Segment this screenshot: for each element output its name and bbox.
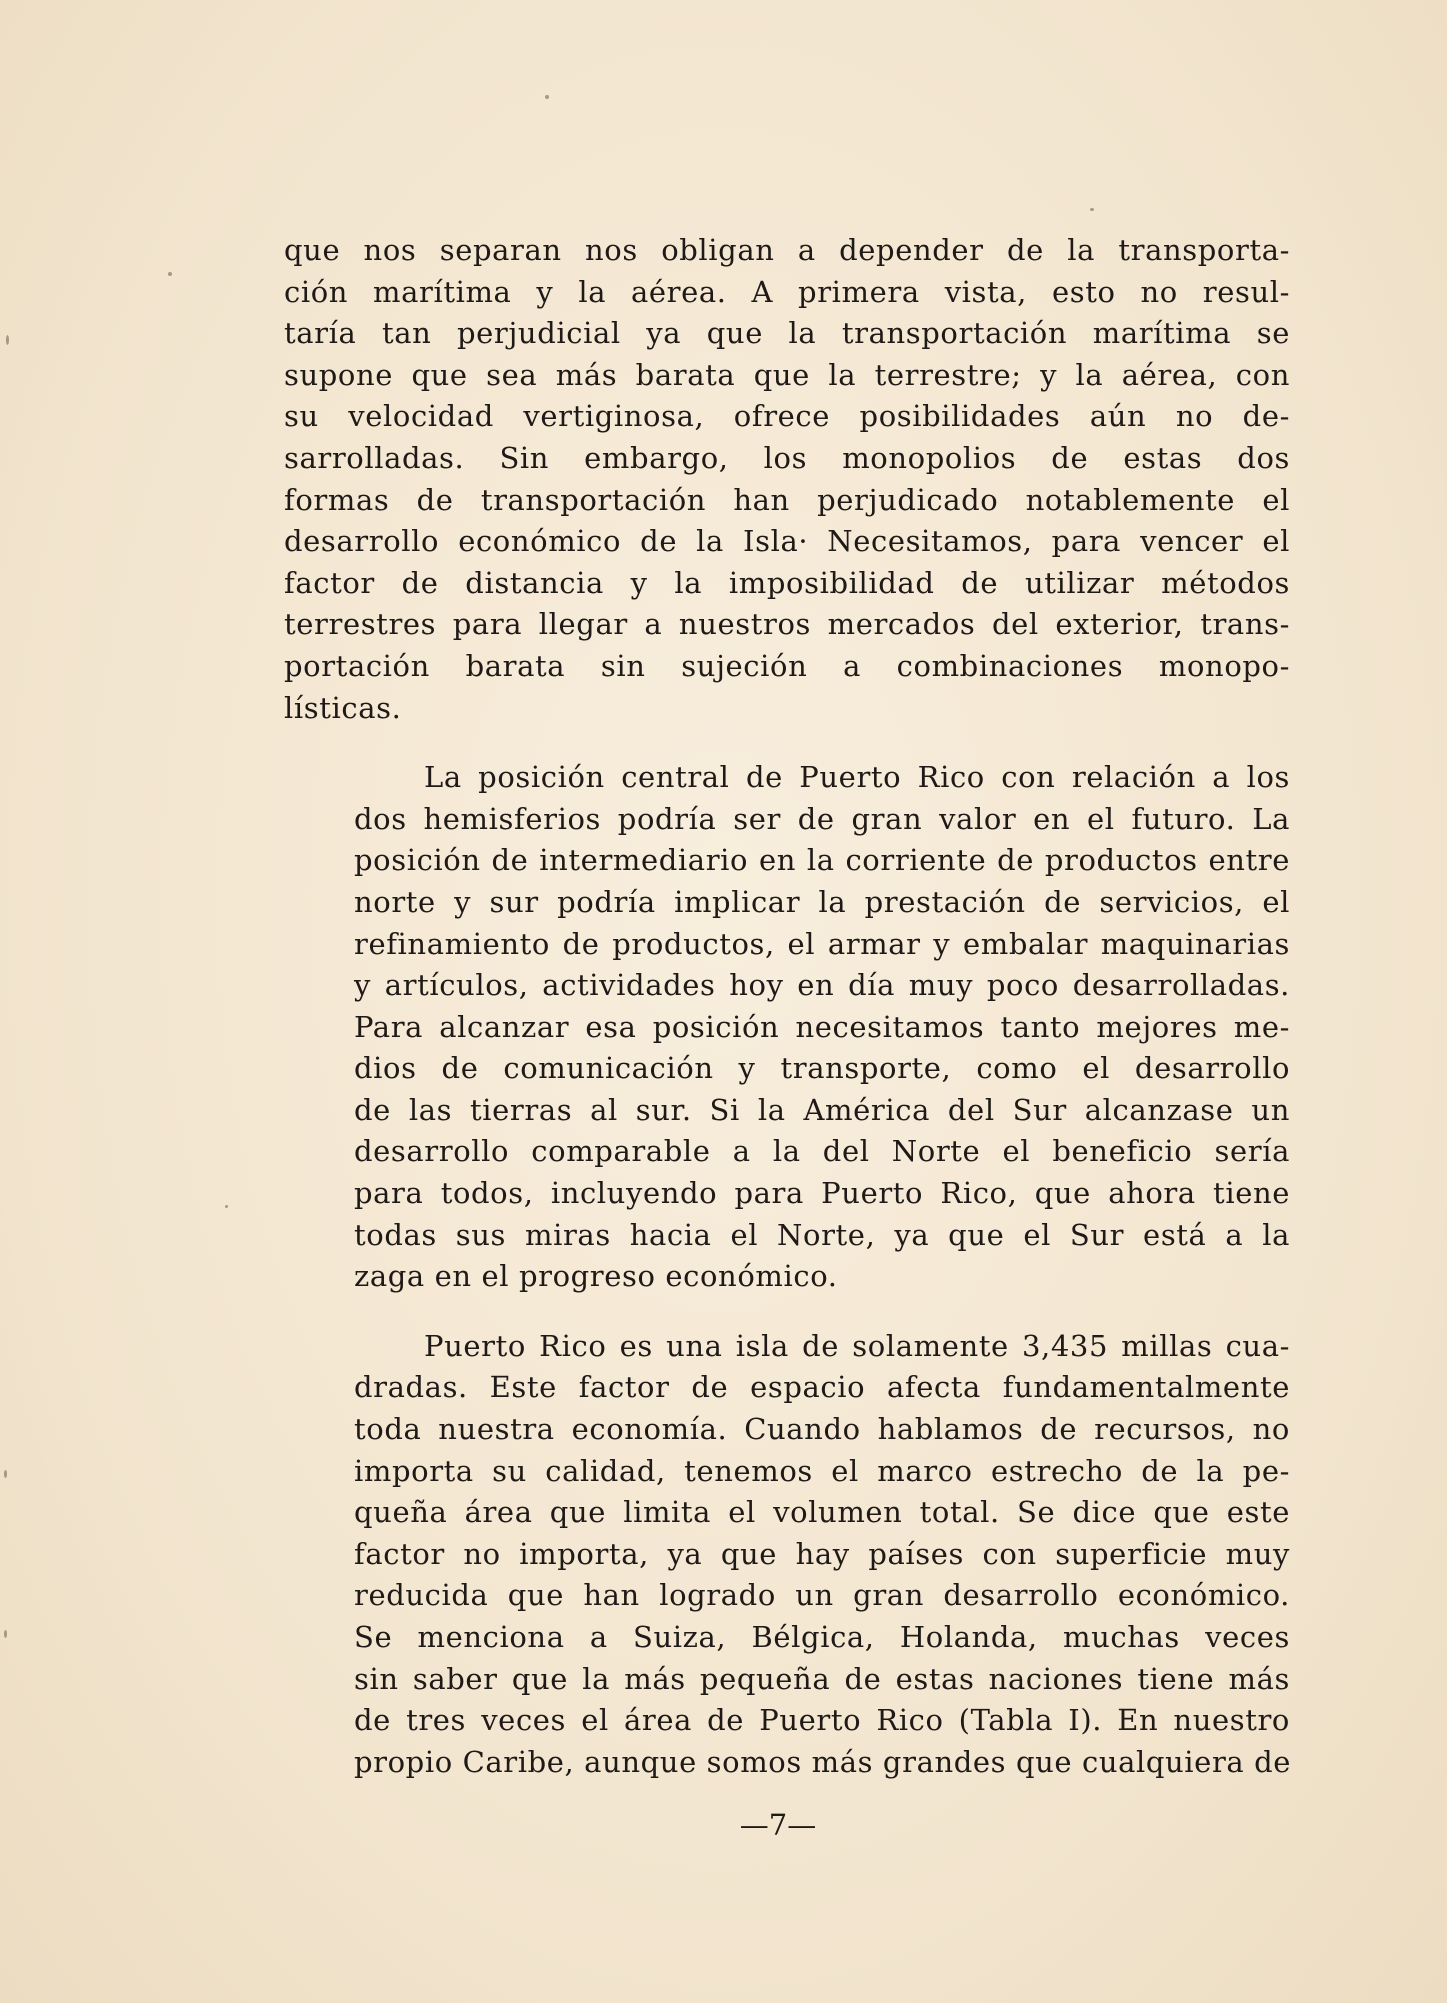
text-line: formas de transportación han perjudicado notablemente el	[284, 482, 1290, 517]
text-line: y artículos, actividades hoy en día muy poco desarrolladas.	[354, 968, 1290, 1003]
text-line: Se menciona a Suiza, Bélgica, Holanda, muchas veces	[354, 1620, 1290, 1654]
text-line: propio Caribe, aunque somos más grandes que cualquiera de	[354, 1744, 1292, 1779]
text-line: Puerto Rico es una isla de solamente 3,435 millas cua-	[424, 1328, 1290, 1363]
text-line: importa su calidad, tenemos el marco estrecho de la pe-	[354, 1453, 1290, 1488]
text-line: zaga en el progreso económico.	[354, 1259, 838, 1294]
paper-speck	[545, 95, 549, 99]
text-line: refinamiento de productos, el armar y embalar maquinarias	[354, 926, 1290, 961]
text-line: taría tan perjudicial ya que la transportación marítima se	[284, 316, 1290, 351]
text-line: portación barata sin sujeción a combinaciones monopo-	[284, 648, 1290, 683]
text-line: factor de distancia y la imposibilidad de utilizar métodos	[284, 565, 1290, 600]
text-line: queña área que limita el volumen total. Se dice que este	[354, 1495, 1290, 1530]
paper-speck	[4, 1630, 7, 1638]
page-number: —7—	[739, 1808, 817, 1842]
text-line: para todos, incluyendo para Puerto Rico, que ahora tiene	[354, 1176, 1290, 1211]
body-text	[284, 230, 1290, 1783]
text-line: de las tierras al sur. Si la América del Sur alcanzase un	[354, 1092, 1290, 1127]
text-line: todas sus miras hacia el Norte, ya que el Sur está a la	[354, 1217, 1290, 1252]
paper-speck	[4, 1470, 7, 1478]
text-line: su velocidad vertiginosa, ofrece posibilidades aún no de-	[284, 399, 1290, 434]
paper-speck	[6, 335, 9, 345]
text-line: de tres veces el área de Puerto Rico (Tabla I). En nuestro	[354, 1703, 1290, 1738]
paragraph	[284, 757, 1290, 1298]
text-line: terrestres para llegar a nuestros mercados del exterior, trans-	[284, 607, 1290, 642]
paragraph	[284, 230, 1290, 729]
text-line: sarrolladas. Sin embargo, los monopolios de estas dos	[284, 440, 1290, 475]
text-line: dos hemisferios podría ser de gran valor en el futuro. La	[354, 801, 1290, 836]
text-line: supone que sea más barata que la terrestre; y la aérea, con	[284, 357, 1290, 392]
text-line: posición de intermediario en la corriente de productos entre	[354, 843, 1290, 878]
text-line: dios de comunicación y transporte, como el desarrollo	[354, 1051, 1290, 1086]
text-line: dradas. Este factor de espacio afecta fundamentalmente	[354, 1370, 1290, 1405]
text-line: desarrollo comparable a la del Norte el beneficio sería	[354, 1134, 1290, 1169]
text-line: reducida que han logrado un gran desarrollo económico.	[354, 1578, 1290, 1613]
paper-speck	[225, 1205, 228, 1208]
text-line: sin saber que la más pequeña de estas naciones tiene más	[354, 1661, 1290, 1696]
text-line: norte y sur podría implicar la prestación de servicios, el	[354, 884, 1290, 919]
paragraph	[284, 1326, 1290, 1784]
text-line: que nos separan nos obligan a depender de la transporta-	[284, 233, 1290, 267]
text-line: lísticas.	[284, 690, 402, 725]
text-line: ción marítima y la aérea. A primera vista, esto no resul-	[284, 274, 1290, 309]
paper-speck	[168, 272, 172, 276]
text-line: Para alcanzar esa posición necesitamos tanto mejores me-	[354, 1009, 1290, 1044]
text-line: factor no importa, ya que hay países con superficie muy	[354, 1536, 1290, 1571]
text-line: desarrollo económico de la Isla· Necesitamos, para vencer el	[284, 524, 1290, 559]
paper-speck	[1090, 208, 1094, 211]
text-line: toda nuestra economía. Cuando hablamos de recursos, no	[354, 1412, 1290, 1447]
text-line: La posición central de Puerto Rico con relación a los	[424, 760, 1290, 795]
